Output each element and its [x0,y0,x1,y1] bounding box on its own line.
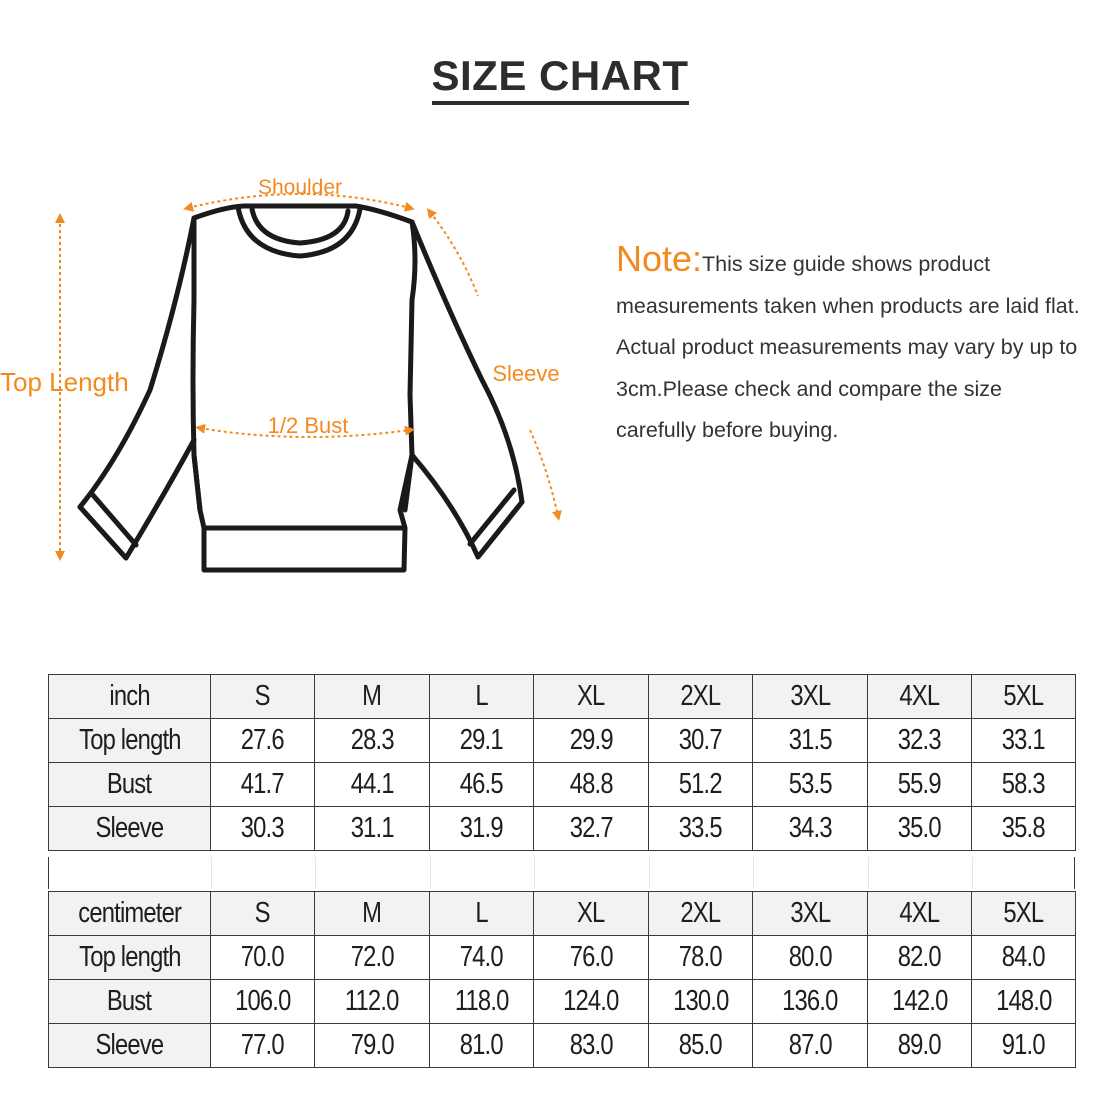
size-table-inch [48,674,1076,851]
sweater-diagram [0,160,620,590]
size-header: L [430,675,534,719]
table-cell: 32.7 [534,807,649,851]
table-row [49,763,1076,807]
table-cell: 77.0 [211,1024,315,1068]
table-cell: 31.1 [315,807,430,851]
size-note [616,238,1086,452]
table-cell: 55.9 [868,763,972,807]
table-cell: 70.0 [211,936,315,980]
table-cell: 27.6 [211,719,315,763]
table-cell: 34.3 [753,807,868,851]
table-row [49,936,1076,980]
table-cell: 35.0 [868,807,972,851]
sleeve-label: Sleeve [492,361,560,386]
row-label: Bust [49,763,211,807]
size-header: S [211,675,315,719]
size-header: 2XL [649,892,753,936]
table-cell: 80.0 [753,936,868,980]
table-cell: 32.3 [868,719,972,763]
table-cell: 89.0 [868,1024,972,1068]
table-cell: 85.0 [649,1024,753,1068]
row-label: Sleeve [49,807,211,851]
table-spacer [48,857,1075,889]
table-cell: 28.3 [315,719,430,763]
table-header-row [49,892,1076,936]
size-header: 4XL [868,892,972,936]
table-cell: 84.0 [972,936,1076,980]
table-cell: 118.0 [430,980,534,1024]
table-cell: 81.0 [430,1024,534,1068]
table-cell: 31.5 [753,719,868,763]
row-label: Top length [49,719,211,763]
table-cell: 148.0 [972,980,1076,1024]
size-header: XL [534,675,649,719]
note-label: Note: [616,238,703,279]
shoulder-label: Shoulder [257,176,343,199]
table-cell: 91.0 [972,1024,1076,1068]
size-header: M [315,675,430,719]
size-header: 5XL [972,675,1076,719]
table-cell: 112.0 [315,980,430,1024]
table-row [49,807,1076,851]
table-header-row [49,675,1076,719]
table-cell: 44.1 [315,763,430,807]
table-cell: 30.7 [649,719,753,763]
table-cell: 33.5 [649,807,753,851]
row-label: Sleeve [49,1024,211,1068]
row-label: Top length [49,936,211,980]
sweater-outline [80,206,522,570]
table-cell: 31.9 [430,807,534,851]
table-cell: 130.0 [649,980,753,1024]
size-header: 3XL [753,675,868,719]
size-header: 2XL [649,675,753,719]
table-row [49,1024,1076,1068]
table-cell: 30.3 [211,807,315,851]
table-cell: 74.0 [430,936,534,980]
row-label: Bust [49,980,211,1024]
size-header: XL [534,892,649,936]
measurement-arrows [60,194,558,556]
table-cell: 41.7 [211,763,315,807]
size-header: M [315,892,430,936]
unit-cell: inch [49,675,211,719]
table-cell: 87.0 [753,1024,868,1068]
page-title: SIZE CHART [0,52,1120,105]
table-cell: 51.2 [649,763,753,807]
table-cell: 76.0 [534,936,649,980]
table-cell: 46.5 [430,763,534,807]
table-cell: 124.0 [534,980,649,1024]
table-cell: 29.9 [534,719,649,763]
note-text: This size guide shows product measurements taken when products are laid flat. Actual product measurements may vary by up to 3cm.Please check and compare the size carefully before buying. [616,252,1080,442]
size-header: 3XL [753,892,868,936]
table-cell: 83.0 [534,1024,649,1068]
table-cell: 48.8 [534,763,649,807]
size-header: 5XL [972,892,1076,936]
table-row [49,719,1076,763]
size-header: 4XL [868,675,972,719]
size-header: L [430,892,534,936]
table-cell: 58.3 [972,763,1076,807]
size-table-centimeter [48,891,1076,1068]
table-cell: 79.0 [315,1024,430,1068]
unit-cell: centimeter [49,892,211,936]
top-length-label: Top Length [0,367,129,397]
half-bust-label: 1/2 Bust [267,413,349,438]
table-cell: 35.8 [972,807,1076,851]
table-cell: 29.1 [430,719,534,763]
table-cell: 136.0 [753,980,868,1024]
table-cell: 142.0 [868,980,972,1024]
table-cell: 33.1 [972,719,1076,763]
table-cell: 82.0 [868,936,972,980]
size-header: S [211,892,315,936]
table-cell: 106.0 [211,980,315,1024]
table-cell: 72.0 [315,936,430,980]
table-row [49,980,1076,1024]
table-cell: 78.0 [649,936,753,980]
table-cell: 53.5 [753,763,868,807]
